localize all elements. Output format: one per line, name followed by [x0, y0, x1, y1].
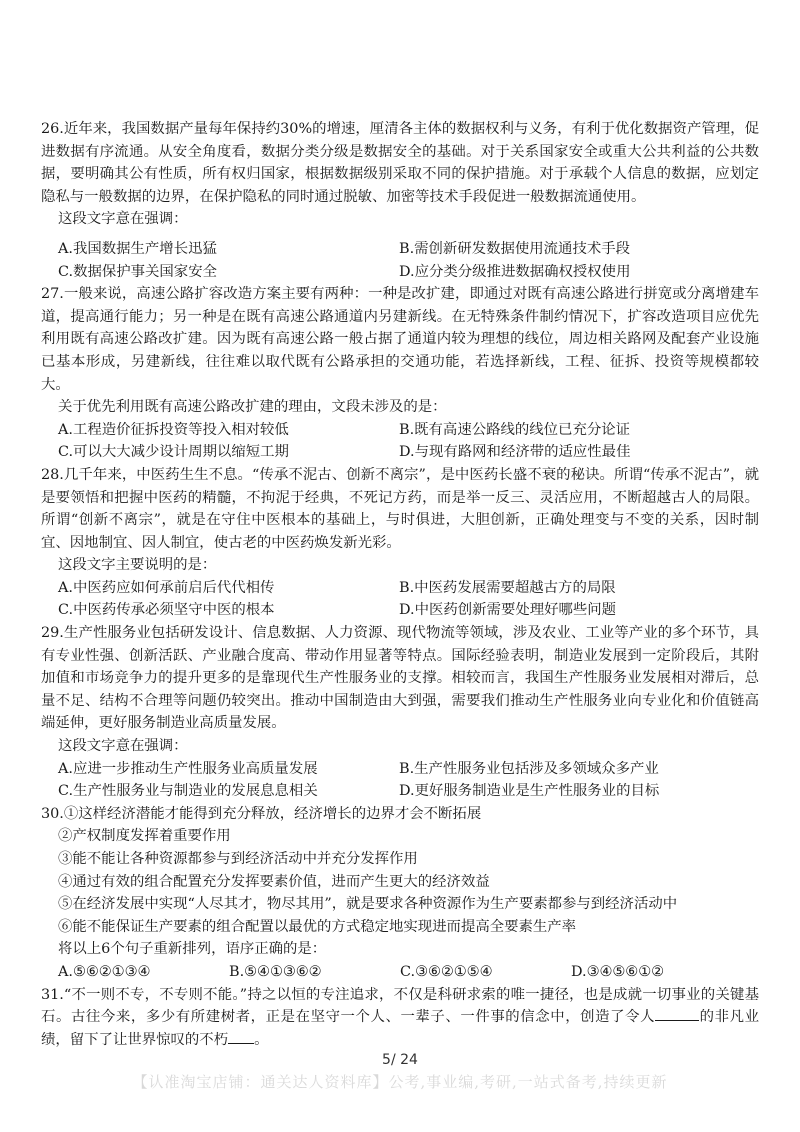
question-stem-part2: 的非凡业绩，留下了让世界惊叹的不朽	[41, 1009, 759, 1048]
page-number: 5/ 24	[382, 1052, 418, 1068]
option-d[interactable]: D.与现有路网和经济带的适应性最佳	[399, 444, 631, 461]
option-b[interactable]: B.生产性服务业包括涉及多领域众多产业	[399, 760, 659, 777]
options-list	[41, 419, 758, 464]
options-list	[41, 961, 758, 984]
option-d[interactable]: D.中医药创新需要处理好哪些问题	[399, 602, 617, 619]
question-prompt: 关于优先利用既有高速公路改扩建的理由，文段未涉及的是：	[58, 399, 447, 416]
option-a[interactable]: A.我国数据生产增长迅猛	[58, 240, 217, 257]
question-stem-part3: 。	[254, 1031, 269, 1048]
option-d[interactable]: D.③④⑤⑥①②	[571, 963, 665, 980]
question-30	[41, 803, 759, 984]
sentence-6: ⑥能不能保证生产要素的组合配置以最优的方式稳定地实现进而提高全要素生产率	[58, 918, 577, 935]
options-list	[41, 238, 758, 283]
question-26	[41, 118, 759, 283]
option-c[interactable]: C.可以大大减少设计周期以缩短工期	[58, 444, 289, 461]
sentence-5: ⑤在经济发展中实现“人尽其才，物尽其用”，就是要求各种资源作为生产要素都参与到经济活动中	[58, 896, 678, 913]
question-28	[41, 464, 759, 622]
question-31	[41, 984, 759, 1052]
question-27	[41, 283, 759, 464]
watermark-footer: 【认准淘宝店铺：通关达人资料库】公考,事业编,考研,一站式备考,持续更新	[132, 1073, 668, 1091]
question-prompt: 将以上6个句子重新排列，语序正确的是：	[58, 941, 327, 958]
option-b[interactable]: B.需创新研发数据使用流通技术手段	[399, 240, 631, 257]
option-a[interactable]: A.应进一步推动生产性服务业高质量发展	[58, 760, 318, 777]
options-list	[41, 577, 758, 622]
fill-blank-2[interactable]	[228, 1029, 254, 1044]
question-prompt: 这段文字意在强调：	[58, 738, 188, 755]
sentence-3: ③能不能让各种资源都参与到经济活动中并充分发挥作用	[58, 851, 418, 867]
option-b[interactable]: B.既有高速公路线的线位已充分论证	[399, 421, 631, 438]
option-a[interactable]: A.中医药应如何承前启后代代相传	[58, 579, 275, 596]
option-b[interactable]: B.中医药发展需要超越古方的局限	[399, 579, 616, 596]
sentence-1: 30.①这样经济潜能才能得到充分释放，经济增长的边界才会不断拓展	[41, 805, 482, 822]
sentence-2: ②产权制度发挥着重要作用	[58, 828, 231, 845]
options-list	[41, 758, 758, 803]
option-c[interactable]: C.③⑥②①⑤④	[400, 963, 493, 980]
question-stem: 27.一般来说，高速公路扩容改造方案主要有两种：一种是改扩建，即通过对既有高速公路进行拼宽或分离增建车道，提高通行能力；另一种是在既有高速公路通道内另建新线。在无特殊条件制约情况下，扩容改造项目应优先利用既有高速公路改扩建。因为既有高速公路一般占据了通道内较为理想的线位，周边相关路网及配套产业设施已基本形成，另建新线，往往难以取代既有公路承担的交通功能，若选择新线，工程、征拆、投资等规模都较大。	[41, 286, 759, 393]
sentence-4: ④通过有效的组合配置充分发挥要素价值，进而产生更大的经济效益	[58, 873, 490, 890]
question-29	[41, 622, 759, 803]
question-prompt: 这段文字主要说明的是：	[58, 557, 217, 574]
fill-blank-1[interactable]	[655, 1006, 699, 1021]
question-stem: 26.近年来，我国数据产量每年保持约30%的增速，厘清各主体的数据权利与义务，有利于优化数据资产管理，促进数据有序流通。从安全角度看，数据分类分级是数据安全的基础。对于关系国家安全或重大公共利益的公共数据，要明确其公有性质，所有权归国家，根据数据级别采取不同的保护措施。对于承载个人信息的数据，应划定隐私与一般数据的边界，在保护隐私的同时通过脱敏、加密等技术手段促进一般数据流通使用。	[41, 121, 759, 205]
option-c[interactable]: C.中医药传承必须坚守中医的根本	[58, 602, 275, 619]
question-stem: 29.生产性服务业包括研发设计、信息数据、人力资源、现代物流等领域，涉及农业、工业等产业的多个环节，具有专业性强、创新活跃、产业融合度高、带动作用显著等特点。国际经验表明，制造业发展到一定阶段后，其附加值和市场竞争力的提升更多的是靠现代生产性服务业的支撑。相较而言，我国生产性服务业发展相对滞后，总量不足、结构不合理等问题仍较突出。推动中国制造由大到强，需要我们推动生产性服务业向专业化和价值链高端延伸，更好服务制造业高质量发展。	[41, 625, 759, 732]
option-c[interactable]: C.生产性服务业与制造业的发展息息相关	[58, 783, 318, 800]
option-a[interactable]: A.⑤⑥②①③④	[58, 963, 151, 980]
option-c[interactable]: C.数据保护事关国家安全	[58, 263, 217, 280]
option-a[interactable]: A.工程造价征拆投资等投入相对较低	[58, 421, 289, 438]
option-d[interactable]: D.应分类分级推进数据确权授权使用	[399, 263, 631, 280]
question-stem: 28.几千年来，中医药生生不息。“传承不泥古、创新不离宗”，是中医药长盛不衰的秘诀。所谓“传承不泥古”，就是要领悟和把握中医药的精髓，不拘泥于经典，不死记方药，而是举一反三、灵活应用，不断超越古人的局限。所谓“创新不离宗”，就是在守住中医根本的基础上，与时俱进，大胆创新，正确处理变与不变的关系，因时制宜、因地制宜、因人制宜，使古老的中医药焕发新光彩。	[41, 466, 759, 551]
question-stem-part1: 31.“不一则不专，不专则不能。”持之以恒的专注追求，不仅是科研求索的唯一捷径，也是成就一切事业的关键基石。古往今来，多少有所建树者，正是在坚守一个人、一辈子、一件事的信念中，创造了令人	[41, 986, 759, 1026]
question-prompt: 这段文字意在强调：	[58, 211, 188, 228]
exam-page	[0, 118, 800, 1051]
option-d[interactable]: D.更好服务制造业是生产性服务业的目标	[399, 783, 660, 800]
option-b[interactable]: B.⑤④①③⑥②	[229, 963, 322, 980]
